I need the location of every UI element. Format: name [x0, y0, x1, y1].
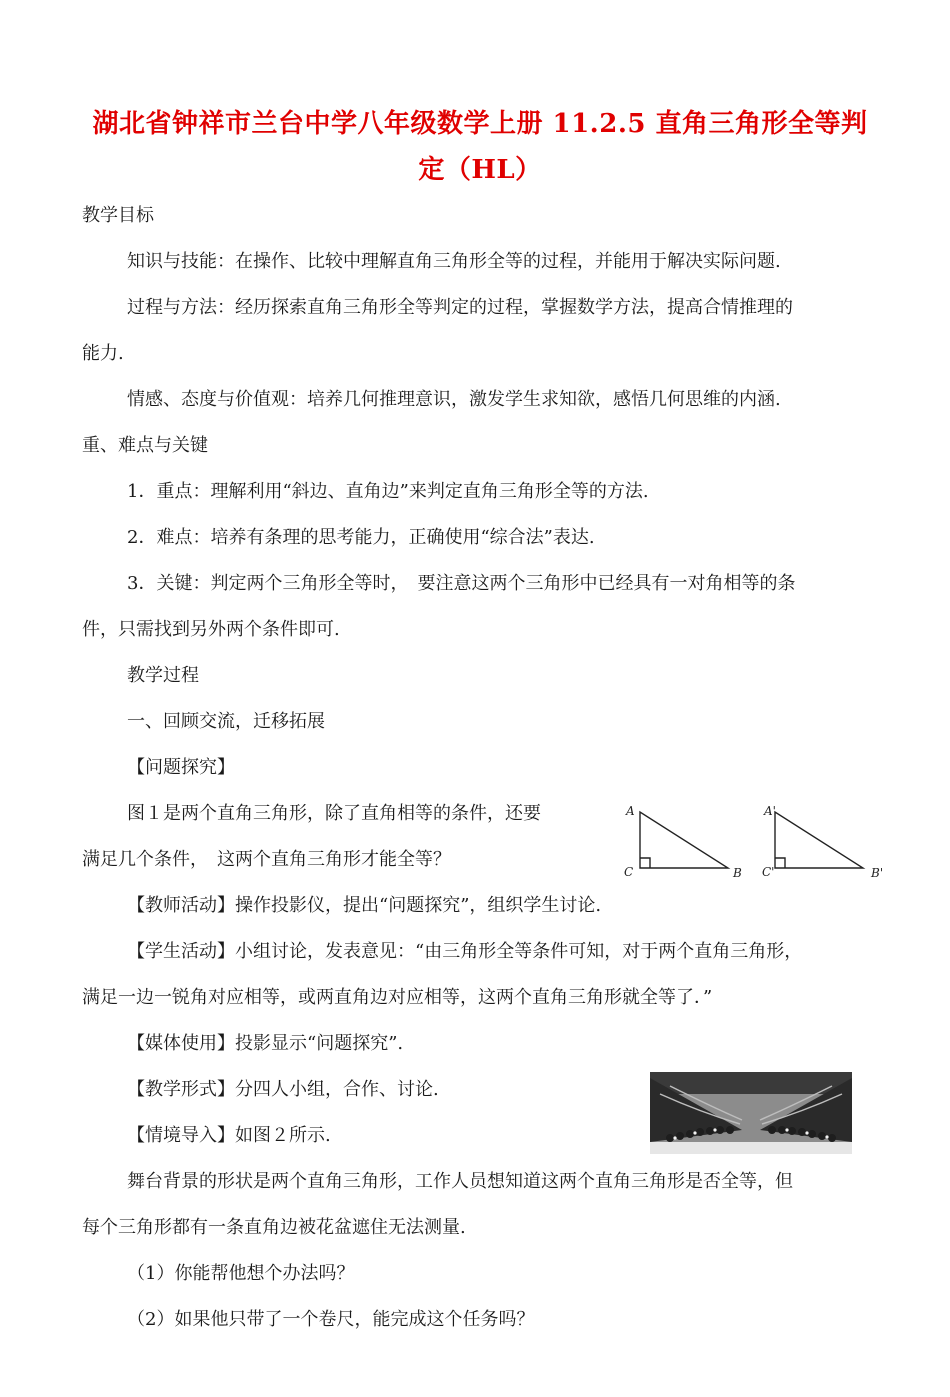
triangle-abc	[640, 812, 728, 868]
section-heading-process: 教学过程	[127, 665, 199, 686]
subheading-review: 一、回顾交流，迁移拓展	[127, 711, 325, 732]
section-heading-objectives: 教学目标	[82, 205, 154, 226]
doc-title-line-2: 定（HL）	[418, 155, 542, 185]
paragraph-stage-cont: 每个三角形都有一条直角边被花盆遮住无法测量.	[82, 1217, 466, 1238]
paragraph-process-cont: 能力.	[82, 343, 124, 364]
right-angle-mark-c	[640, 858, 650, 868]
label-b-prime: B'	[871, 866, 884, 880]
paragraph-stage: 舞台背景的形状是两个直角三角形，工作人员想知道这两个直角三角形是否全等，但	[127, 1171, 793, 1192]
paragraph-figure1-cont: 满足几个条件， 这两个直角三角形才能全等？	[82, 849, 451, 870]
paragraph-values: 情感、态度与价值观：培养几何推理意识，激发学生求知欲，感悟几何思维的内涵.	[127, 389, 781, 410]
tag-problem-explore: 【问题探究】	[127, 757, 235, 778]
figure-1-right-triangles	[618, 798, 890, 888]
list-item-crux: 3．关键：判定两个三角形全等时， 要注意这两个三角形中已经具有一对角相等的条	[127, 573, 796, 594]
paragraph-student-activity-cont: 满足一边一锐角对应相等，或两直角边对应相等，这两个直角三角形就全等了．”	[82, 987, 713, 1008]
paragraph-figure1: 图１是两个直角三角形，除了直角相等的条件，还要	[127, 803, 541, 824]
paragraph-student-activity: 【学生活动】小组讨论，发表意见：“由三角形全等条件可知，对于两个直角三角形，	[127, 941, 803, 962]
figure-2-stage-photo	[650, 1072, 852, 1154]
label-c-prime: C'	[762, 865, 775, 879]
question-2: （2）如果他只带了一个卷尺，能完成这个任务吗？	[127, 1309, 535, 1330]
label-c: C	[624, 865, 634, 879]
right-angle-mark-c-prime	[775, 858, 785, 868]
paragraph-teaching-form: 【教学形式】分四人小组，合作、讨论.	[127, 1079, 439, 1100]
list-item-crux-cont: 件，只需找到另外两个条件即可.	[82, 619, 340, 640]
paragraph-process: 过程与方法：经历探索直角三角形全等判定的过程，掌握数学方法，提高合情推理的	[127, 297, 793, 318]
paragraph-knowledge: 知识与技能：在操作、比较中理解直角三角形全等的过程，并能用于解决实际问题.	[127, 251, 781, 272]
label-a: A	[626, 804, 635, 818]
label-b: B	[733, 866, 742, 880]
list-item-difficult: 2．难点：培养有条理的思考能力，正确使用“综合法”表达.	[127, 527, 595, 548]
paragraph-teacher-activity: 【教师活动】操作投影仪，提出“问题探究”，组织学生讨论.	[127, 895, 602, 916]
question-1: （1）你能帮他想个办法吗？	[127, 1263, 355, 1284]
paragraph-scenario: 【情境导入】如图２所示.	[127, 1125, 331, 1146]
label-a-prime: A'	[764, 804, 776, 818]
list-item-key: 1．重点：理解利用“斜边、直角边”来判定直角三角形全等的方法.	[127, 481, 649, 502]
triangle-abc-prime	[775, 812, 863, 868]
section-heading-keypoints: 重、难点与关键	[82, 435, 208, 456]
doc-title-line-1: 湖北省钟祥市兰台中学八年级数学上册 11.2.5 直角三角形全等判	[92, 109, 868, 139]
paragraph-media: 【媒体使用】投影显示“问题探究”.	[127, 1033, 404, 1054]
